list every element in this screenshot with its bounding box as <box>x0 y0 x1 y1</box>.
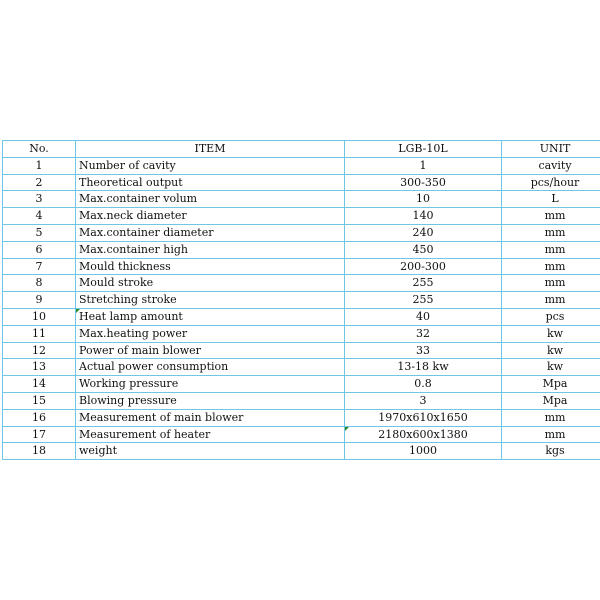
row-unit: mm <box>502 225 600 241</box>
row-unit: Mpa <box>502 393 600 409</box>
row-item: Measurement of main blower <box>76 410 344 426</box>
row-item: Blowing pressure <box>76 393 344 409</box>
row-no: 3 <box>3 191 75 207</box>
row-no: 10 <box>3 309 75 325</box>
row-no: 2 <box>3 175 75 191</box>
row-item: Stretching stroke <box>76 292 344 308</box>
row-item: Measurement of heater <box>76 427 344 443</box>
row-item: Working pressure <box>76 376 344 392</box>
row-no: 9 <box>3 292 75 308</box>
row-value: 3 <box>345 393 501 409</box>
row-value: 450 <box>345 242 501 258</box>
table-row <box>3 191 600 207</box>
table-row <box>3 427 600 443</box>
row-value: 40 <box>345 309 501 325</box>
row-item: Number of cavity <box>76 158 344 174</box>
row-no: 8 <box>3 275 75 291</box>
row-unit: mm <box>502 275 600 291</box>
table-row <box>3 326 600 342</box>
row-unit: kw <box>502 326 600 342</box>
row-item: Max.container diameter <box>76 225 344 241</box>
table-row <box>3 259 600 275</box>
row-item: Heat lamp amount <box>76 309 344 325</box>
table-row <box>3 359 600 375</box>
row-unit: mm <box>502 427 600 443</box>
row-unit: Mpa <box>502 376 600 392</box>
row-value: 10 <box>345 191 501 207</box>
row-value: 13-18 kw <box>345 359 501 375</box>
row-no: 13 <box>3 359 75 375</box>
row-unit: kgs <box>502 443 600 459</box>
row-item: Power of main blower <box>76 343 344 359</box>
row-no: 12 <box>3 343 75 359</box>
row-item: Max.container volum <box>76 191 344 207</box>
row-value: 0.8 <box>345 376 501 392</box>
table-header-row <box>3 141 600 157</box>
row-no: 14 <box>3 376 75 392</box>
table-row <box>3 376 600 392</box>
table-row <box>3 343 600 359</box>
row-unit: cavity <box>502 158 600 174</box>
row-item: Max.container high <box>76 242 344 258</box>
row-no: 7 <box>3 259 75 275</box>
row-item: Max.neck diameter <box>76 208 344 224</box>
row-unit: mm <box>502 292 600 308</box>
row-item: Actual power consumption <box>76 359 344 375</box>
row-no: 5 <box>3 225 75 241</box>
row-unit: kw <box>502 343 600 359</box>
row-no: 1 <box>3 158 75 174</box>
table-row <box>3 158 600 174</box>
table-row <box>3 275 600 291</box>
row-unit: L <box>502 191 600 207</box>
row-value: 33 <box>345 343 501 359</box>
row-item: weight <box>76 443 344 459</box>
spec-table <box>2 140 600 460</box>
row-value: 1970x610x1650 <box>345 410 501 426</box>
row-no: 4 <box>3 208 75 224</box>
table-row <box>3 175 600 191</box>
row-unit: pcs/hour <box>502 175 600 191</box>
row-no: 16 <box>3 410 75 426</box>
row-item: Theoretical output <box>76 175 344 191</box>
table-row <box>3 443 600 459</box>
table-row <box>3 393 600 409</box>
header-no: No. <box>3 141 75 157</box>
row-value: 2180x600x1380 <box>345 427 501 443</box>
row-no: 17 <box>3 427 75 443</box>
row-value: 32 <box>345 326 501 342</box>
table-row <box>3 208 600 224</box>
table-row <box>3 242 600 258</box>
row-item: Mould thickness <box>76 259 344 275</box>
table-row <box>3 309 600 325</box>
row-no: 18 <box>3 443 75 459</box>
row-unit: kw <box>502 359 600 375</box>
header-unit: UNIT <box>502 141 600 157</box>
row-value: 255 <box>345 275 501 291</box>
row-value: 240 <box>345 225 501 241</box>
row-unit: mm <box>502 242 600 258</box>
row-unit: mm <box>502 208 600 224</box>
row-value: 255 <box>345 292 501 308</box>
row-no: 15 <box>3 393 75 409</box>
row-unit: pcs <box>502 309 600 325</box>
row-unit: mm <box>502 259 600 275</box>
row-value: 300-350 <box>345 175 501 191</box>
row-value: 140 <box>345 208 501 224</box>
row-value: 1000 <box>345 443 501 459</box>
table-row <box>3 225 600 241</box>
row-value: 1 <box>345 158 501 174</box>
table-row <box>3 410 600 426</box>
row-unit: mm <box>502 410 600 426</box>
row-value: 200-300 <box>345 259 501 275</box>
row-no: 11 <box>3 326 75 342</box>
header-model: LGB-10L <box>345 141 501 157</box>
header-item: ITEM <box>76 141 344 157</box>
table-row <box>3 292 600 308</box>
row-item: Max.heating power <box>76 326 344 342</box>
row-item: Mould stroke <box>76 275 344 291</box>
row-no: 6 <box>3 242 75 258</box>
